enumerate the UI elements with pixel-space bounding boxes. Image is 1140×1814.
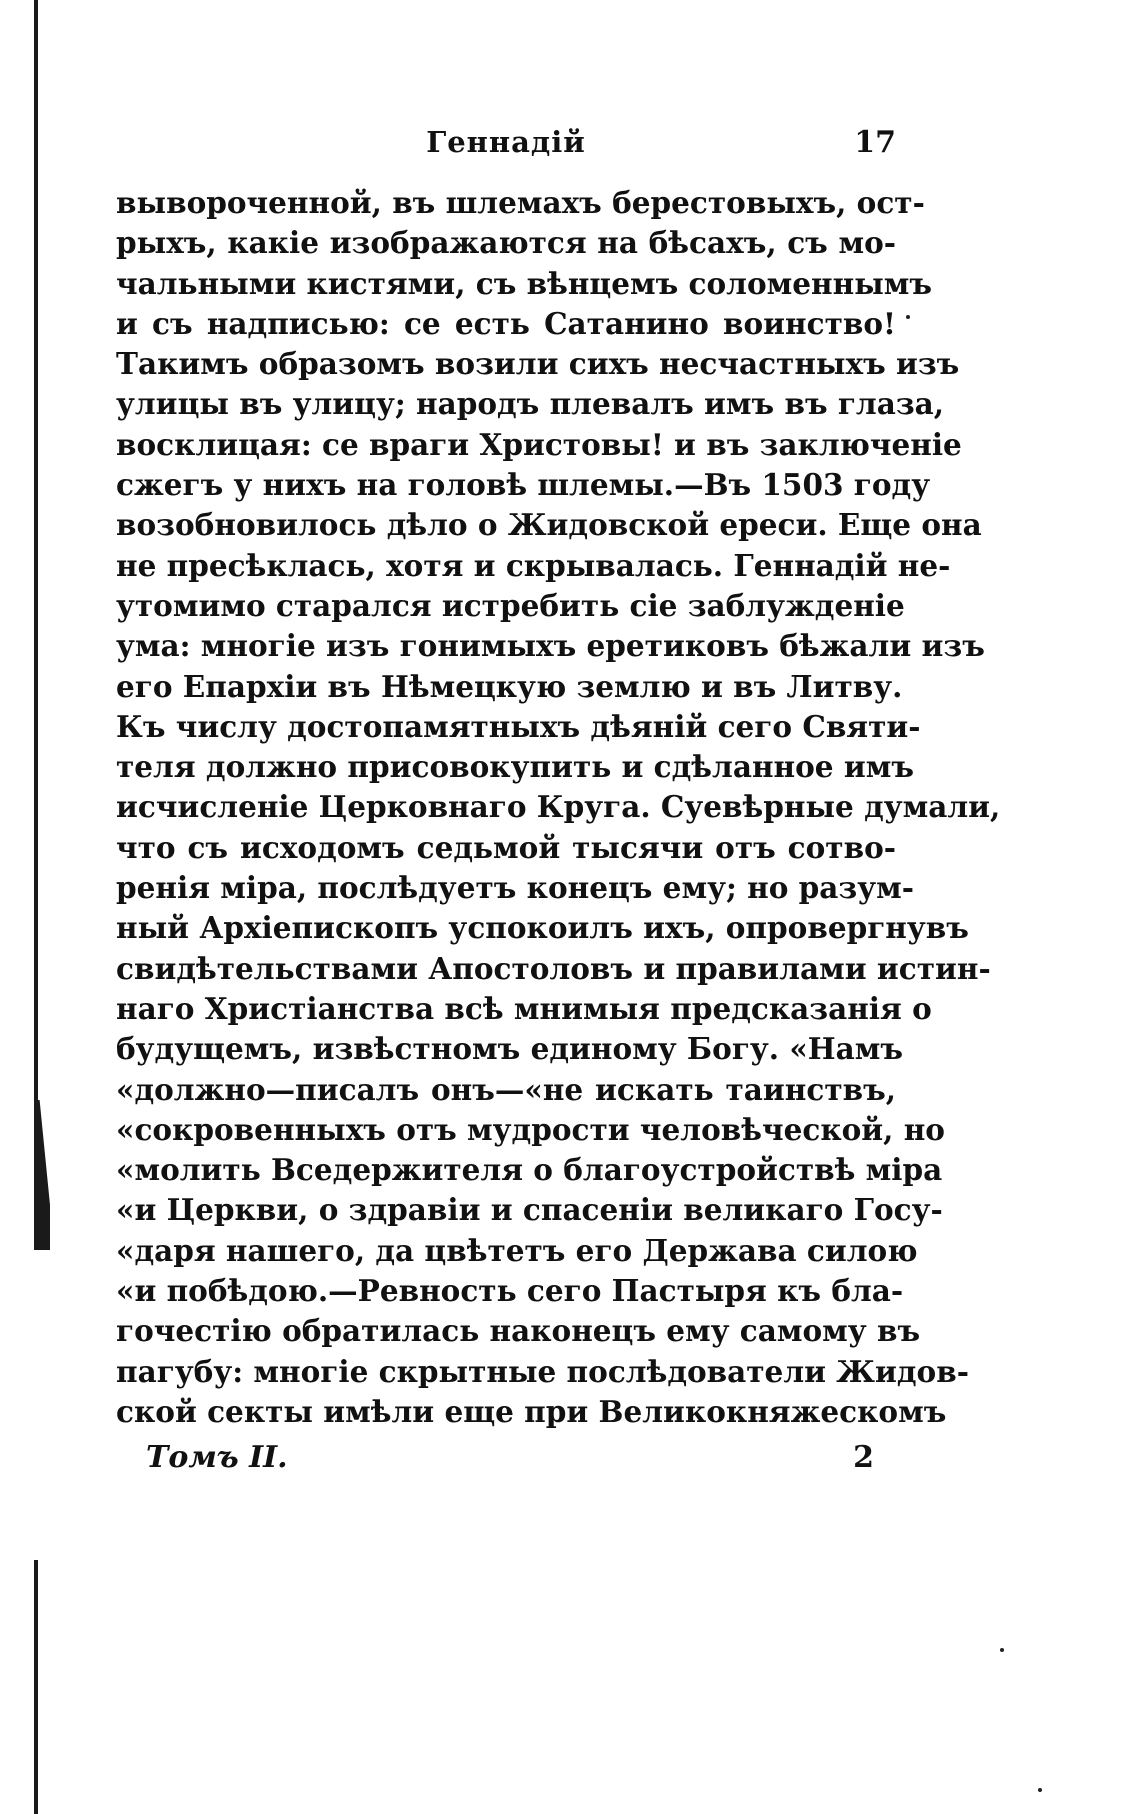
- text-line: свидѣтельствами Апостоловъ и правилами истин-: [116, 950, 991, 986]
- scan-speck: [1000, 1648, 1004, 1652]
- text-line: «и побѣдою.—Ревность сего Пастыря къ бла-: [116, 1273, 904, 1309]
- text-line: Къ числу достопамятныхъ дѣяній сего Святи-: [116, 708, 921, 744]
- signature-mark: 2: [853, 1440, 874, 1476]
- text-line: восклицая: се враги Христовы! и въ заключеніе: [116, 426, 962, 462]
- text-line: гочестію обратилась наконецъ ему самому въ: [116, 1313, 921, 1349]
- text-line: «и Церкви, о здравіи и спасеніи великаго Госу-: [116, 1192, 943, 1228]
- running-head: [116, 125, 896, 165]
- text-line: что съ исходомъ седьмой тысячи отъ сотво-: [116, 829, 896, 865]
- text-line: теля должно присовокупить и сдѣланное имъ: [116, 749, 914, 785]
- text-line: ренія міра, послѣдуетъ конецъ ему; но разум-: [116, 870, 914, 906]
- text-line: улицы въ улицу; народъ плевалъ имъ въ глаза,: [116, 386, 945, 422]
- text-line: будущемъ, извѣстномъ единому Богу. «Намъ: [116, 1031, 903, 1067]
- text-line: чальными кистями, съ вѣнцемъ соломеннымъ: [116, 265, 933, 301]
- scan-speck: [906, 315, 910, 319]
- page-footer: [116, 1440, 896, 1484]
- text-line: рыхъ, какіе изображаются на бѣсахъ, съ мо-: [116, 225, 896, 261]
- text-line: утомимо старался истребить сіе заблужденіе: [116, 587, 905, 623]
- text-line: ный Архіепископъ успокоилъ ихъ, опровергнувъ: [116, 910, 969, 946]
- text-line: «молить Вседержителя о благоустройствѣ міра: [116, 1152, 943, 1188]
- volume-label: Томъ II.: [146, 1440, 288, 1476]
- body-text: [116, 183, 1001, 1432]
- text-line: возобновилось дѣло о Жидовской ереси. Еще она: [116, 507, 982, 543]
- text-line: вывороченной, въ шлемахъ берестовыхъ, ост-: [116, 185, 925, 220]
- running-title: Геннадій: [426, 125, 586, 159]
- text-line: сжегъ у нихъ на головѣ шлемы.—Въ 1503 году: [116, 467, 931, 503]
- scan-edge-notch: [34, 1100, 50, 1250]
- text-line: пагубу: многіе скрытные послѣдователи Жидов-: [116, 1353, 969, 1389]
- text-line: «сокровенныхъ отъ мудрости человѣческой, но: [116, 1111, 945, 1147]
- text-line: исчисленіе Церковнаго Круга. Суевѣрные думали,: [116, 789, 1001, 825]
- text-line: Такимъ образомъ возили сихъ несчастныхъ изъ: [116, 346, 960, 382]
- text-line: наго Христіанства всѣ мнимыя предсказанія о: [116, 990, 932, 1026]
- text-line: его Епархіи въ Нѣмецкую землю и въ Литву.: [116, 668, 903, 704]
- text-line: и съ надписью: се есть Сатанино воинство!: [116, 305, 896, 341]
- text-line: не пресѣклась, хотя и скрывалась. Геннадій не-: [116, 547, 951, 583]
- page-number: 17: [854, 125, 896, 160]
- text-line: ума: многіе изъ гонимыхъ еретиковъ бѣжали изъ: [116, 628, 985, 664]
- scan-edge-top: [34, 0, 38, 1250]
- scan-speck: [1038, 1788, 1042, 1792]
- book-page: [116, 125, 1001, 1484]
- text-line: «должно—писалъ онъ—«не искать таинствъ,: [116, 1071, 896, 1107]
- text-line: «даря нашего, да цвѣтетъ его Держава силою: [116, 1232, 918, 1268]
- scan-edge-bottom: [34, 1560, 38, 1814]
- text-line: ской секты имѣли еще при Великокняжескомъ: [116, 1393, 947, 1429]
